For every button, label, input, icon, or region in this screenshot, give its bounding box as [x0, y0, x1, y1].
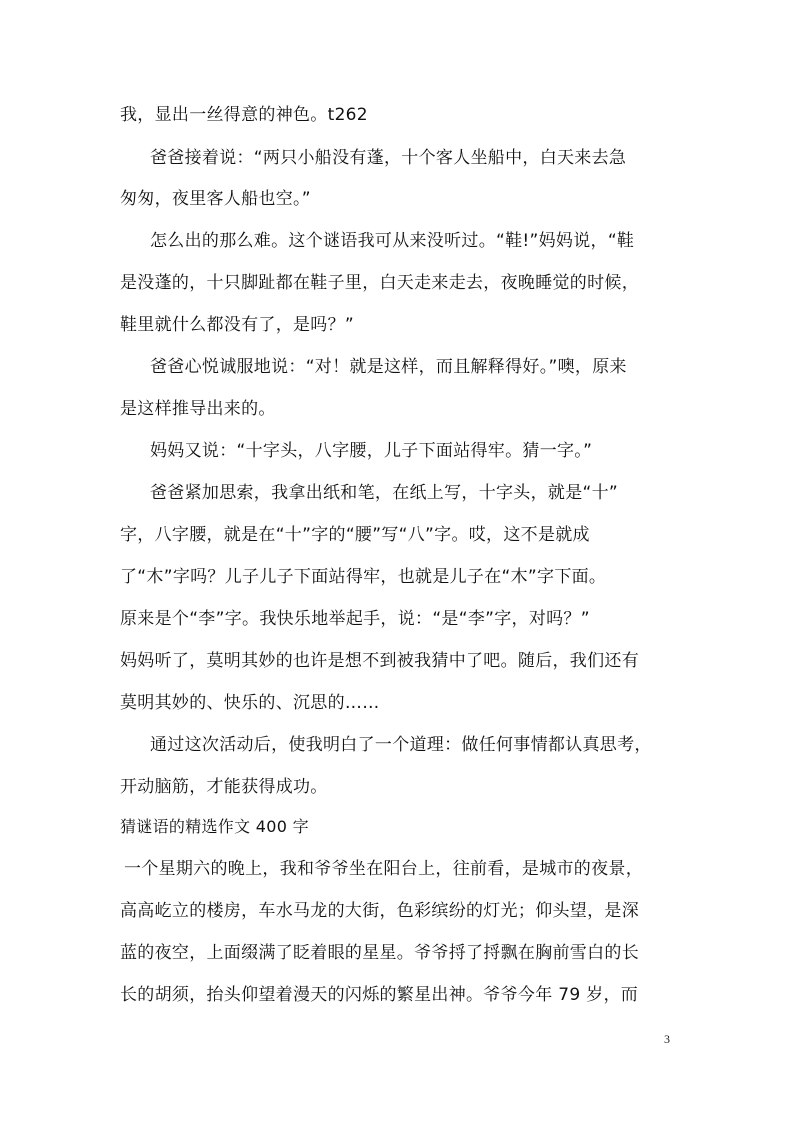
text-line: 我，显出一丝得意的神色。t262	[120, 105, 368, 125]
text-line: 爸爸心悦诚服地说：“对！就是这样，而且解释得好。”噢，原来	[150, 357, 627, 377]
text-line: 通过这次活动后，使我明白了一个道理：做任何事情都认真思考，	[150, 735, 652, 755]
text-line: 蓝的夜空，上面缀满了眨着眼的星星。爷爷捋了捋飘在胸前雪白的长	[120, 943, 639, 963]
text-line: 长的胡须，抬头仰望着漫天的闪烁的繁星出神。爷爷今年 79 岁，而	[120, 985, 639, 1005]
text-line: 一个星期六的晚上，我和爷爷坐在阳台上，往前看，是城市的夜景，	[124, 859, 643, 879]
section-heading: 猜谜语的精选作文 400 字	[120, 817, 309, 836]
text-line: 莫明其妙的、快乐的、沉思的……	[120, 693, 380, 713]
text-line: 字，八字腰，就是在“十”字的“腰”写“八”字。哎，这不是就成	[120, 525, 590, 545]
text-line: 了“木”字吗？儿子儿子下面站得牢，也就是儿子在“木”字下面。	[120, 567, 607, 587]
text-line: 匆匆，夜里客人船也空。”	[120, 189, 311, 209]
text-line: 开动脑筋，才能获得成功。	[120, 777, 328, 797]
text-line: 是没蓬的，十只脚趾都在鞋子里，白天走来走去，夜晚睡觉的时候，	[120, 273, 639, 293]
text-line: 原来是个“李”字。我快乐地举起手，说：“是“李”字，对吗？”	[120, 609, 590, 629]
text-line: 怎么出的那么难。这个谜语我可从来没听过。“鞋!”妈妈说，“鞋	[150, 231, 635, 251]
text-line: 爸爸接着说：“两只小船没有蓬，十个客人坐船中，白天来去急	[150, 148, 627, 168]
text-line: 鞋里就什么都没有了，是吗？”	[120, 315, 355, 335]
text-line: 是这样推导出来的。	[120, 399, 276, 419]
text-line: 爸爸紧加思索，我拿出纸和笔，在纸上写，十字头，就是“十”	[150, 483, 619, 503]
text-line: 高高屹立的楼房，车水马龙的大街，色彩缤纷的灯光；仰头望，是深	[120, 901, 639, 921]
page-number: 3	[664, 1032, 670, 1046]
text-line: 妈妈听了，莫明其妙的也许是想不到被我猜中了吧。随后，我们还有	[120, 651, 639, 671]
text-line: 妈妈又说：“十字头，八字腰，儿子下面站得牢。猜一字。”	[150, 441, 593, 461]
